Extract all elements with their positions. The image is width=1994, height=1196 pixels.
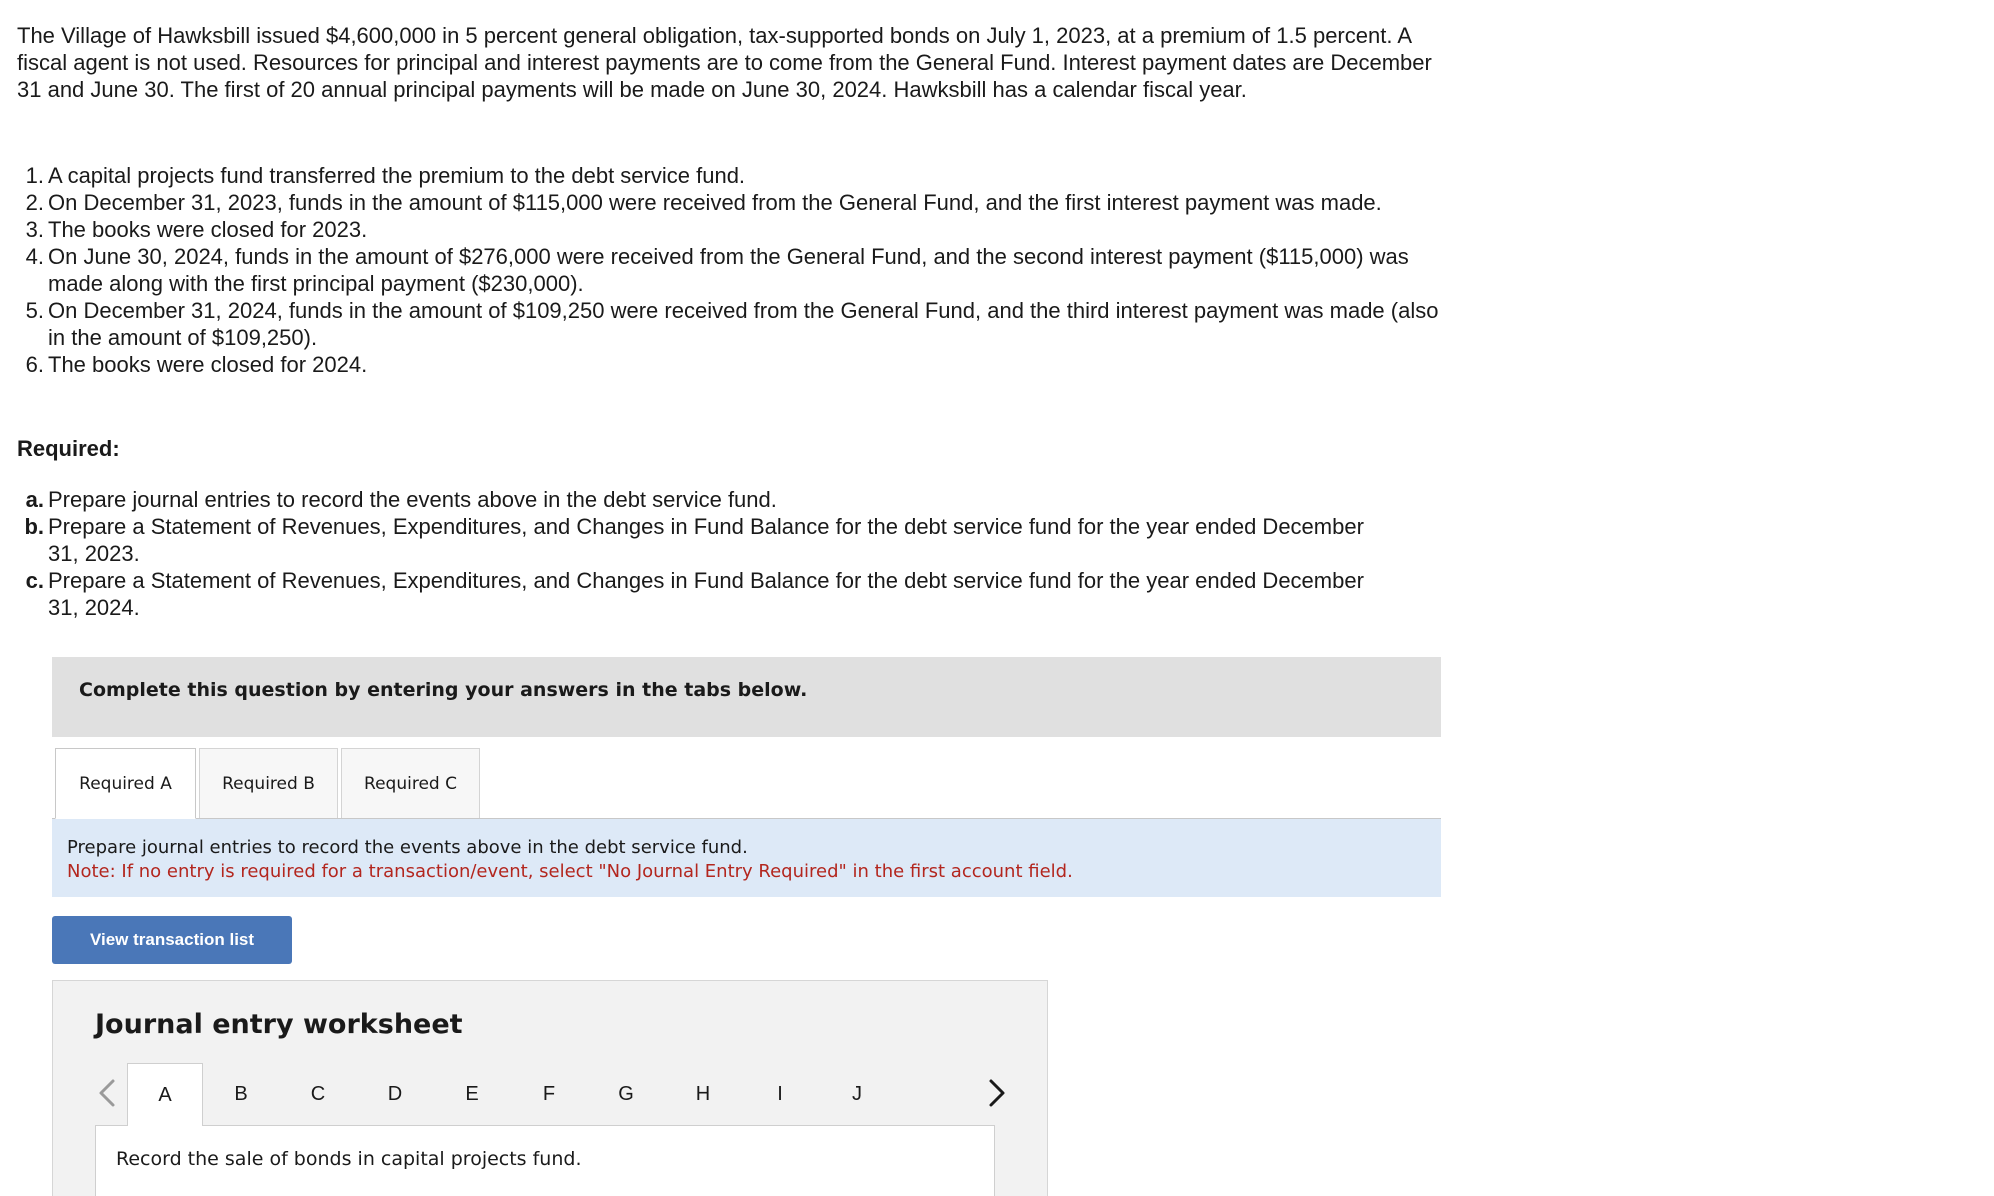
entry-tab-j[interactable]: J (852, 1083, 862, 1105)
list-letter: a. (25, 487, 44, 512)
prompt-box (52, 819, 1441, 897)
list-text: A capital projects fund transferred the premium to the debt service fund. (48, 163, 746, 188)
list-text: Prepare a Statement of Revenues, Expenditures, and Changes in Fund Balance for the debt service fund for the year ended December 31, 2023. (48, 514, 1364, 566)
list-item (0, 189, 1440, 216)
list-text: The books were closed for 2023. (48, 217, 368, 242)
entry-tab-g[interactable]: G (618, 1083, 634, 1105)
tab-required-a[interactable]: Required A (55, 748, 196, 819)
list-text: On December 31, 2024, funds in the amount of $109,250 were received from the General Fund, and the third interest payment was made (also in the amount of $109,250). (48, 298, 1439, 350)
required-tabs (52, 748, 1441, 819)
list-text: On December 31, 2023, funds in the amount of $115,000 were received from the General Fund, and the first interest payment was made. (48, 190, 1382, 215)
prompt-note: Note: If no entry is required for a transaction/event, select "No Journal Entry Required" in the first account field. (67, 861, 1073, 882)
list-text: The books were closed for 2024. (48, 352, 368, 377)
entry-tab-i[interactable]: I (777, 1083, 783, 1105)
entry-tab-f[interactable]: F (542, 1083, 556, 1105)
list-item (0, 567, 1400, 621)
entry-tab-b[interactable]: B (234, 1083, 248, 1105)
entry-tab-a[interactable]: A (127, 1063, 203, 1126)
list-number: 4. (25, 244, 44, 269)
list-text: Prepare a Statement of Revenues, Expenditures, and Changes in Fund Balance for the debt service fund for the year ended December 31, 2024. (48, 568, 1364, 620)
list-item (0, 243, 1440, 297)
chevron-right-icon[interactable] (983, 1075, 1011, 1111)
list-text: Prepare journal entries to record the events above in the debt service fund. (48, 487, 777, 512)
entry-tab-c[interactable]: C (310, 1083, 326, 1105)
view-transaction-list-button[interactable]: View transaction list (52, 916, 292, 964)
entry-panel (95, 1125, 995, 1196)
list-item (0, 297, 1440, 351)
prompt-text: Prepare journal entries to record the events above in the debt service fund. (67, 837, 748, 858)
list-item (0, 486, 1400, 513)
list-number: 5. (25, 298, 44, 323)
list-item (0, 216, 1440, 243)
entry-tab-d[interactable]: D (387, 1083, 403, 1105)
list-item (0, 513, 1400, 567)
list-item (0, 162, 1440, 189)
list-number: 3. (25, 217, 44, 242)
event-list (0, 162, 1440, 378)
tab-required-b[interactable]: Required B (199, 748, 338, 818)
list-number: 2. (25, 190, 44, 215)
list-letter: b. (24, 514, 44, 539)
entry-tab-e[interactable]: E (465, 1083, 479, 1105)
journal-entry-worksheet (52, 980, 1048, 1196)
list-number: 1. (25, 163, 44, 188)
list-item (0, 351, 1440, 378)
instruction-banner (52, 657, 1441, 737)
chevron-left-icon[interactable] (93, 1075, 121, 1111)
list-text: On June 30, 2024, funds in the amount of $276,000 were received from the General Fund, and the second interest payment ($115,000) was made along with the first principal payment ($230,000). (48, 244, 1409, 296)
instruction-text: Complete this question by entering your answers in the tabs below. (79, 679, 808, 701)
entry-description: Record the sale of bonds in capital projects fund. (116, 1148, 582, 1170)
tab-required-c[interactable]: Required C (341, 748, 480, 818)
required-list (0, 486, 1400, 621)
entry-tab-h[interactable]: H (695, 1083, 711, 1105)
worksheet-title: Journal entry worksheet (95, 1009, 463, 1040)
list-letter: c. (25, 568, 44, 593)
required-heading: Required: (17, 436, 120, 461)
problem-intro: The Village of Hawksbill issued $4,600,000 in 5 percent general obligation, tax-supported bonds on July 1, 2023, at a premium of 1.5 percent. A fiscal agent is not used. Resources for principal and interest payments are to come from the General Fund. Interest payment dates are December 31 and June 30. The first of 20 annual principal payments will be made on June 30, 2024. Hawksbill has a calendar fiscal year. (17, 23, 1432, 102)
list-number: 6. (25, 352, 44, 377)
